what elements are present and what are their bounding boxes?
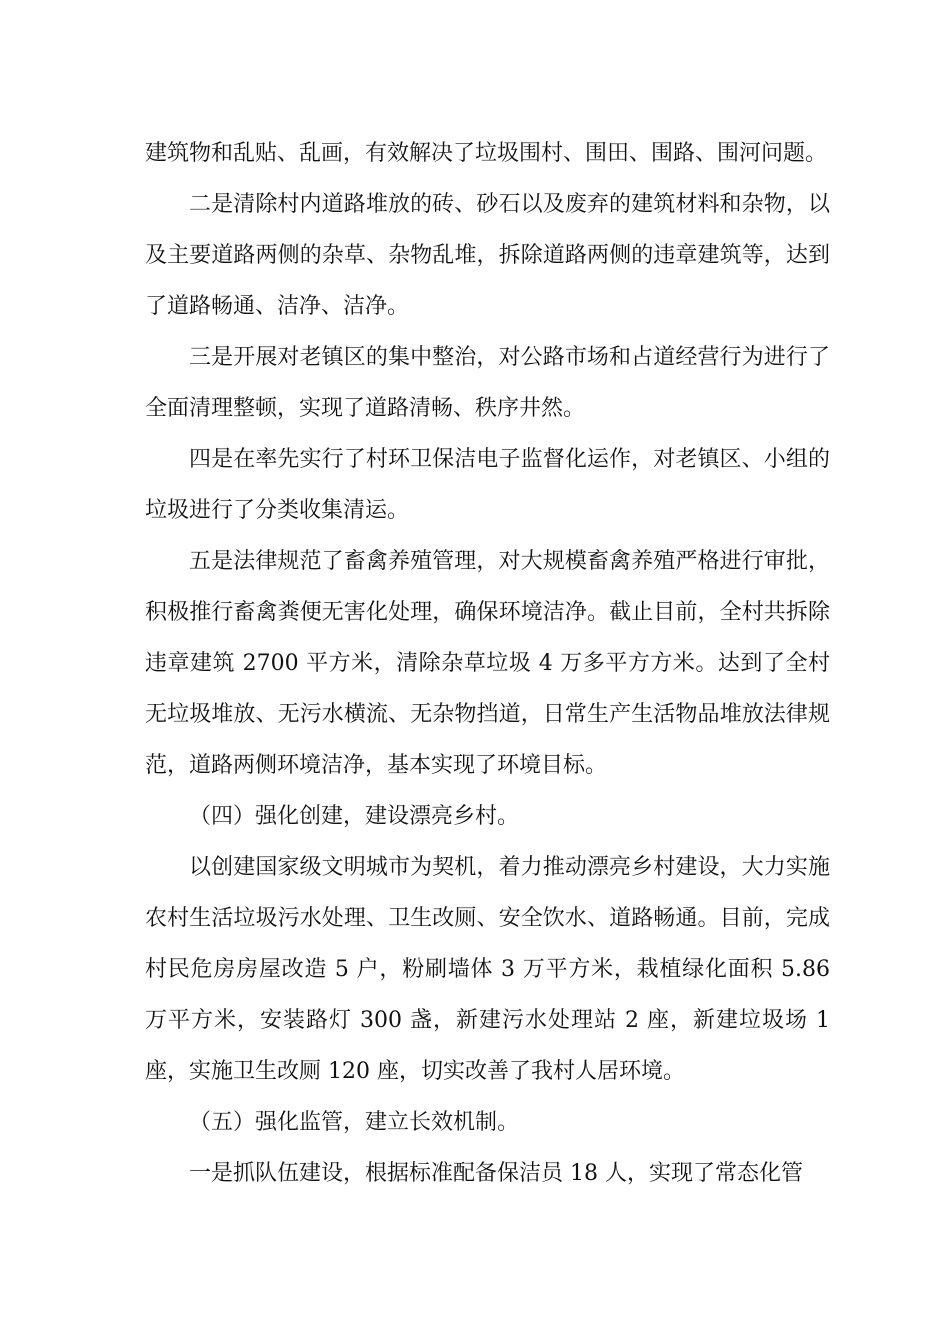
paragraph-section-5-item-1: 一是抓队伍建设，根据标准配备保洁员 18 人，实现了常态化管 [189, 1161, 803, 1186]
document-body [145, 128, 830, 1199]
section-heading-5: （五）强化监管，建立长效机制。 [189, 1110, 520, 1135]
paragraph-continuation: 建筑物和乱贴、乱画，有效解决了垃圾围村、围田、围路、围河问题。 [145, 141, 828, 166]
paragraph-section-4-body: 以创建国家级文明城市为契机，着力推动漂亮乡村建设，大力实施农村生活垃圾污水处理、卫生改厕、安全饮水、道路畅通。目前，完成村民危房房屋改造 5 户，粉刷墙体 3 万平方米，栽植绿化面积 5.86 万平方米，安装路灯 300 盏，新建污水处理站 2 座，新建垃圾场 1 座，实施卫生改厕 120 座，切实改善了我村人居环境。 [145, 855, 830, 1084]
paragraph-item-5: 五是法律规范了畜禽养殖管理，对大规模畜禽养殖严格进行审批，积极推行畜禽粪便无害化处理，确保环境洁净。截止目前，全村共拆除违章建筑 2700 平方米，清除杂草垃圾 4 万多平方方米。达到了全村无垃圾堆放、无污水横流、无杂物挡道，日常生产生活物品堆放法律规范，道路两侧环境洁净，基本实现了环境目标。 [145, 549, 830, 778]
paragraph-item-4: 四是在率先实行了村环卫保洁电子监督化运作，对老镇区、小组的垃圾进行了分类收集清运。 [145, 447, 830, 523]
paragraph-item-3: 三是开展对老镇区的集中整治，对公路市场和占道经营行为进行了全面清理整顿，实现了道路清畅、秩序井然。 [145, 345, 830, 421]
section-heading-4: （四）强化创建，建设漂亮乡村。 [189, 804, 520, 829]
paragraph-item-2: 二是清除村内道路堆放的砖、砂石以及废弃的建筑材料和杂物，以及主要道路两侧的杂草、杂物乱堆，拆除道路两侧的违章建筑等，达到了道路畅通、洁净、洁净。 [145, 192, 830, 319]
